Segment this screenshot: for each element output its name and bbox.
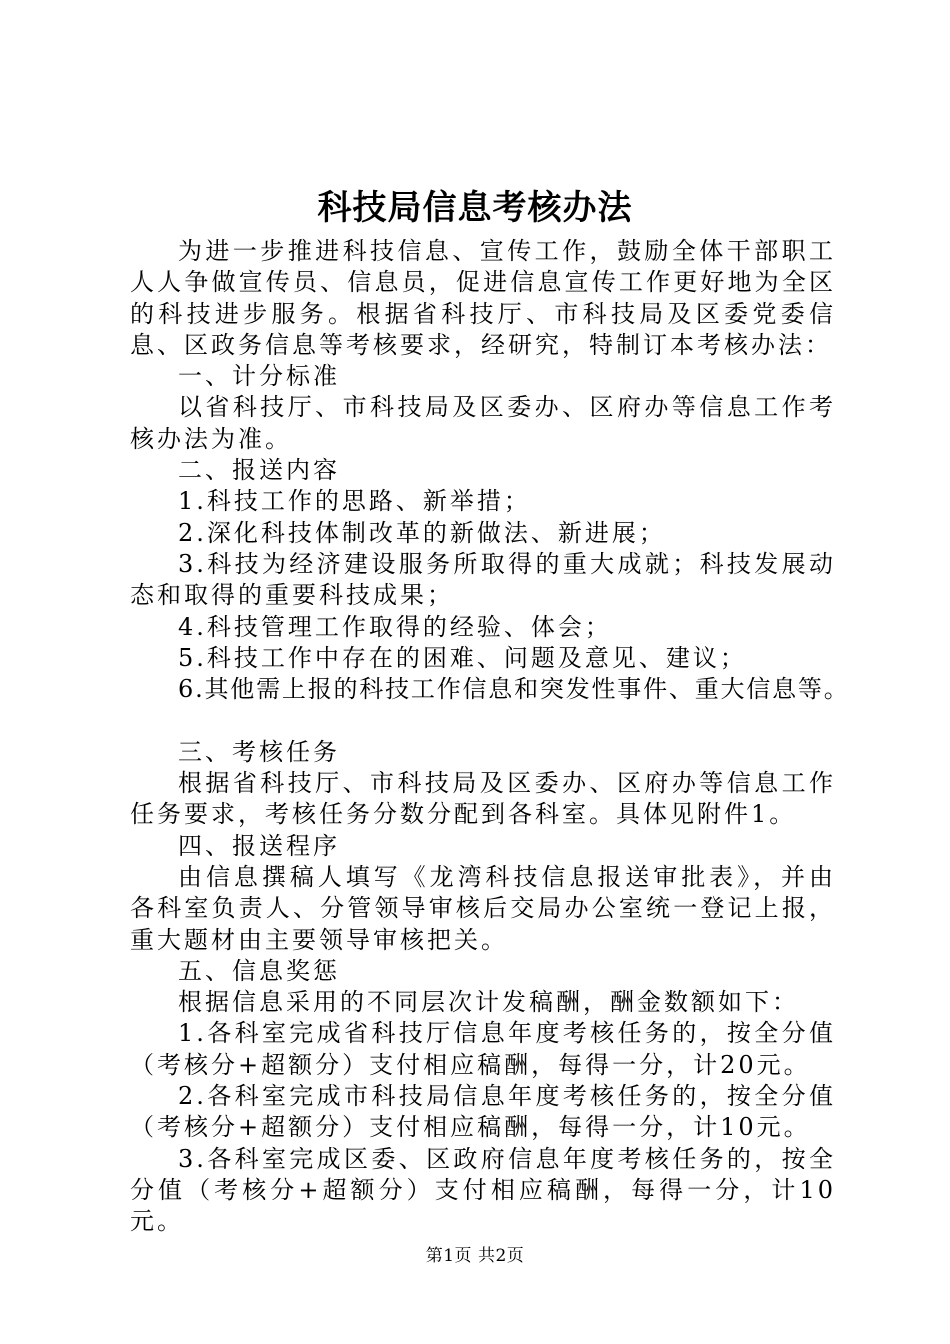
section-heading-tasks: 三、考核任务 <box>178 737 340 766</box>
section-heading-content: 二、报送内容 <box>178 456 340 485</box>
paragraph-rewards: 根据信息采用的不同层次计发稿酬，酬金数额如下： <box>178 988 799 1017</box>
list-item-content-1: 1.科技工作的思路、新举措； <box>178 487 531 516</box>
list-item-content-6: 6.其他需上报的科技工作信息和突发性事件、重大信息等。 <box>178 675 850 704</box>
paragraph-scoring: 以省科技厅、市科技局及区委办、区府办等信息工作考核办法为准。 <box>130 393 836 453</box>
list-item-content-4: 4.科技管理工作取得的经验、体会； <box>178 612 612 641</box>
list-item-reward-3: 3.各科室完成区委、区政府信息年度考核任务的，按全分值（考核分+超额分）支付相应稿酬，每得一分，计10元。 <box>130 1144 836 1236</box>
paragraph-intro: 为进一步推进科技信息、宣传工作，鼓励全体干部职工人人争做宣传员、信息员，促进信息宣传工作更好地为全区的科技进步服务。根据省科技厅、市科技局及区委党委信息、区政务信息等考核要求，经研究，特制订本考核办法： <box>130 237 836 359</box>
paragraph-tasks: 根据省科技厅、市科技局及区委办、区府办等信息工作任务要求，考核任务分数分配到各科室。具体见附件1。 <box>130 769 836 829</box>
list-item-content-5: 5.科技工作中存在的困难、问题及意见、建议； <box>178 643 747 672</box>
blank-line <box>130 705 836 736</box>
page-indicator: 第1页 共2页 <box>425 1246 525 1266</box>
list-item-content-2: 2.深化科技体制改革的新做法、新进展； <box>178 518 666 547</box>
section-heading-rewards: 五、信息奖惩 <box>178 956 340 985</box>
document-body <box>130 236 850 1238</box>
list-item-reward-2: 2.各科室完成市科技局信息年度考核任务的，按全分值（考核分+超额分）支付相应稿酬，每得一分，计10元。 <box>130 1082 836 1142</box>
list-item-reward-1: 1.各科室完成省科技厅信息年度考核任务的，按全分值（考核分+超额分）支付相应稿酬，每得一分，计20元。 <box>130 1019 836 1079</box>
list-item-content-3: 3.科技为经济建设服务所取得的重大成就；科技发展动态和取得的重要科技成果； <box>130 549 836 610</box>
paragraph-procedure: 由信息撰稿人填写《龙湾科技信息报送审批表》，并由各科室负责人、分管领导审核后交局办公室统一登记上报，重大题材由主要领导审核把关。 <box>130 862 836 954</box>
section-heading-procedure: 四、报送程序 <box>178 831 340 860</box>
document-title: 科技局信息考核办法 <box>317 188 633 228</box>
section-heading-scoring: 一、计分标准 <box>178 362 340 391</box>
